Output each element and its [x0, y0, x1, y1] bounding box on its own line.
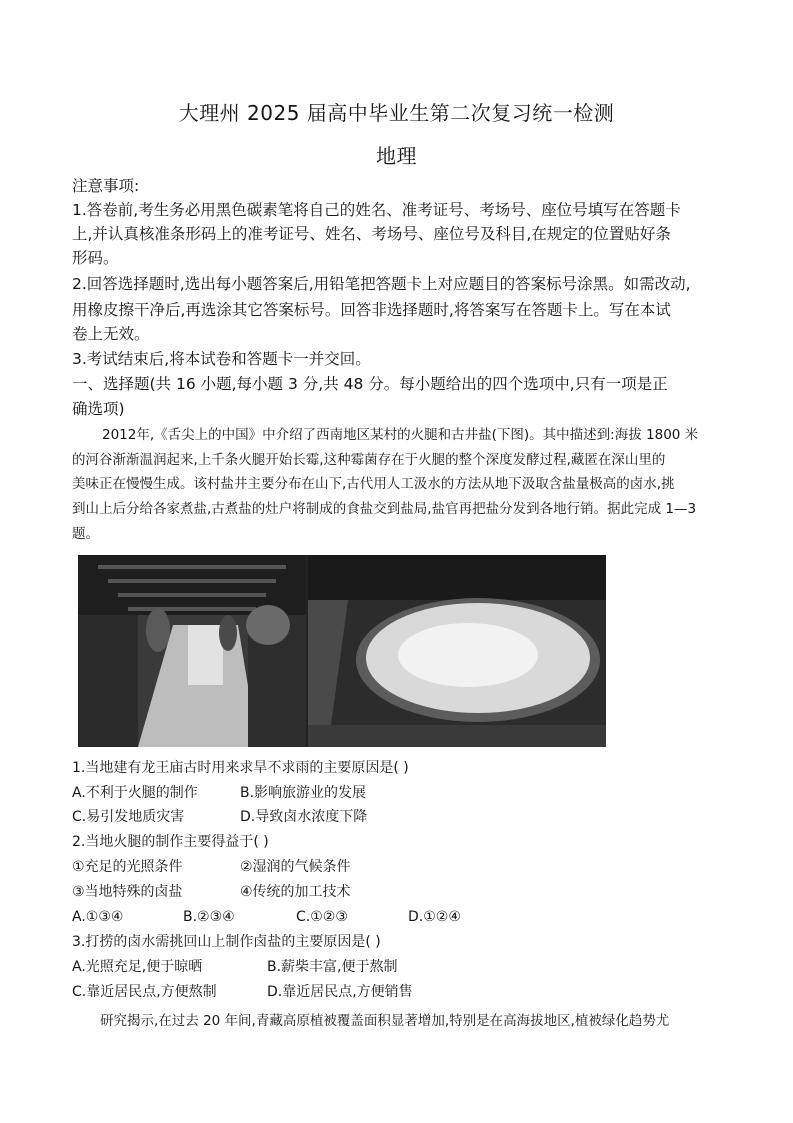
q2-option-a: A.①③④	[72, 909, 124, 925]
q2-option-d: D.①②④	[408, 909, 461, 925]
passage-1-line-4: 到山上后分给各家煮盐,古煮盐的灶户将制成的食盐交到盐局,盐官再把盐分发到各地行销。据此完成 1—3	[72, 501, 697, 517]
notice-heading: 注意事项:	[72, 177, 140, 195]
notice-item-2-line-3: 卷上无效。	[72, 325, 150, 343]
q1-option-c: C.易引发地质灾害	[72, 809, 185, 825]
section-heading-line-1: 一、选择题(共 16 小题,每小题 3 分,共 48 分。每小题给出的四个选项中,只有一项是正	[72, 375, 668, 393]
passage-1-line-5: 题。	[72, 526, 99, 542]
salt-pan-photo	[308, 555, 606, 747]
passage-2-line-1: 研究揭示,在过去 20 年间,青藏高原植被覆盖面积显著增加,特别是在高海拔地区,植被绿化趋势尤	[100, 1013, 670, 1029]
notice-item-1-line-2: 上,并认真核准条形码上的准考证号、姓名、考场号、座位号及科目,在规定的位置贴好条	[72, 225, 671, 243]
passage-1-line-1: 2012年,《舌尖上的中国》中介绍了西南地区某村的火腿和古井盐(下图)。其中描述到:海拔 1800 米	[102, 427, 699, 443]
q2-option-c: C.①②③	[296, 909, 348, 925]
section-heading-line-2: 确选项)	[72, 400, 125, 418]
notice-item-3: 3.考试结束后,将本试卷和答题卡一并交回。	[72, 350, 371, 368]
q1-option-d: D.导致卤水浓度下降	[240, 809, 368, 825]
q2-statement-3: ③当地特殊的卤盐	[72, 884, 183, 900]
notice-item-2-line-1: 2.回答选择题时,选出每小题答案后,用铅笔把答题卡上对应题目的答案标号涂黑。如需改动,	[72, 275, 691, 293]
passage-1-line-2: 的河谷渐渐温润起来,上千条火腿开始长霉,这种霉菌存在于火腿的整个深度发酵过程,藏匿在深山里的	[72, 452, 666, 468]
q3-option-b: B.薪柴丰富,便于熬制	[267, 959, 398, 975]
q2-statement-2: ②湿润的气候条件	[240, 859, 351, 875]
q1-option-b: B.影响旅游业的发展	[240, 785, 367, 801]
q2-statement-4: ④传统的加工技术	[240, 884, 351, 900]
q3-option-c: C.靠近居民点,方便熬制	[72, 984, 217, 1000]
q2-option-b: B.②③④	[183, 909, 235, 925]
q2-stem: 2.当地火腿的制作主要得益于( )	[72, 834, 269, 850]
exam-title: 大理州 2025 届高中毕业生第二次复习统一检测	[178, 101, 615, 125]
q1-stem: 1.当地建有龙王庙古时用来求旱不求雨的主要原因是( )	[72, 760, 409, 776]
q3-option-a: A.光照充足,便于晾晒	[72, 959, 203, 975]
ham-storage-photo	[78, 555, 306, 747]
q3-option-d: D.靠近居民点,方便销售	[267, 984, 413, 1000]
q2-statement-1: ①充足的光照条件	[72, 859, 183, 875]
notice-item-2-line-2: 用橡皮擦干净后,再选涂其它答案标号。回答非选择题时,将答案写在答题卡上。写在本试	[72, 301, 671, 319]
passage-1-line-3: 美味正在慢慢生成。该村盐井主要分布在山下,古代用人工汲水的方法从地下汲取含盐量极高的卤水,挑	[72, 476, 675, 492]
figure-photos	[78, 555, 606, 747]
q3-stem: 3.打捞的卤水需挑回山上制作卤盐的主要原因是( )	[72, 934, 381, 950]
notice-item-1-line-3: 形码。	[72, 249, 119, 267]
notice-item-1-line-1: 1.答卷前,考生务必用黑色碳素笔将自己的姓名、准考证号、考场号、座位号填写在答题卡	[72, 201, 681, 219]
q1-option-a: A.不利于火腿的制作	[72, 785, 198, 801]
subject-title: 地理	[376, 144, 417, 168]
